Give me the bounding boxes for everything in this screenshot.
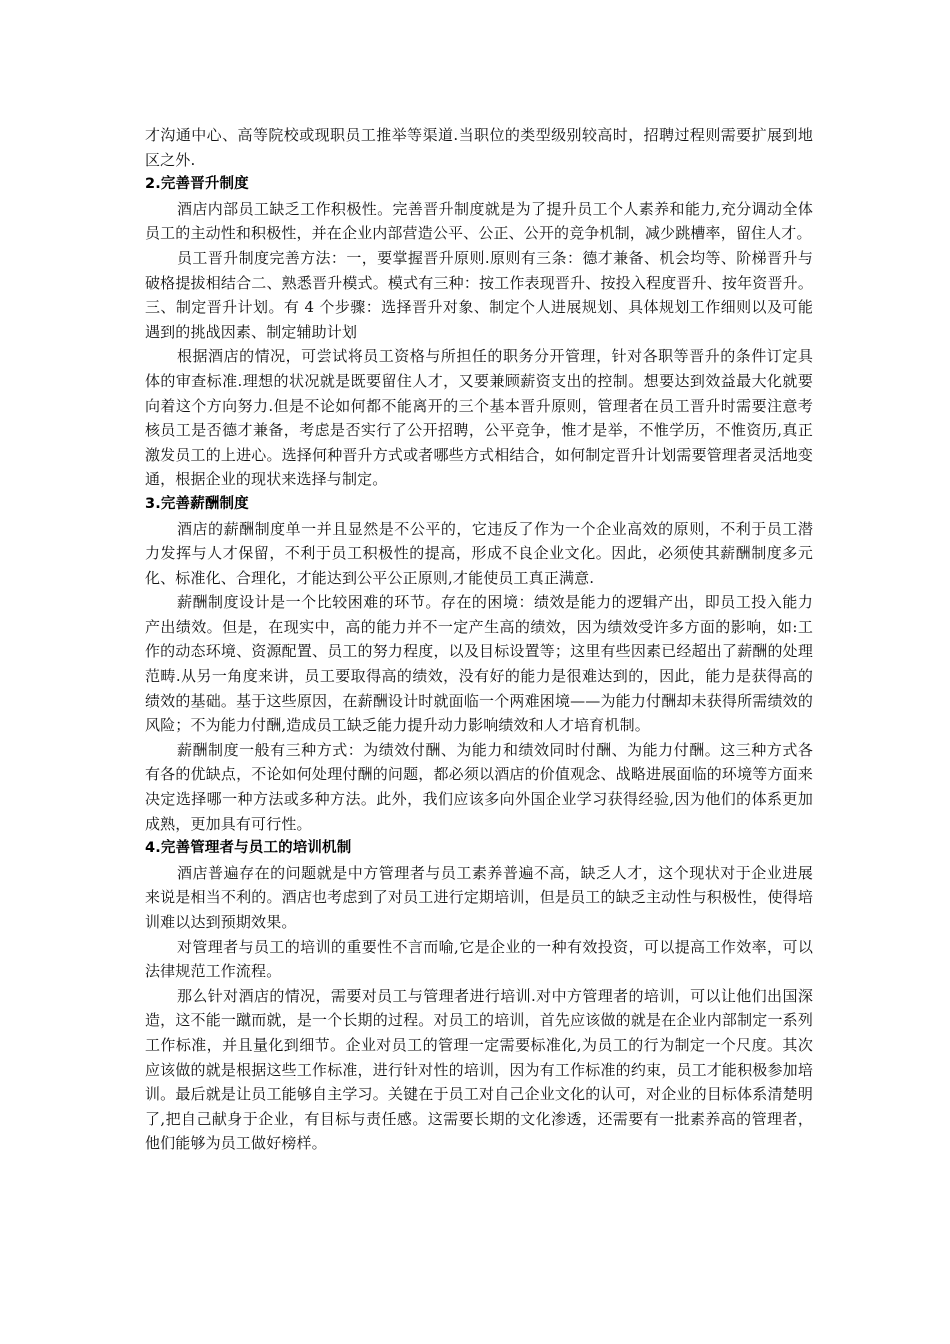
paragraph: 对管理者与员工的培训的重要性不言而喻,它是企业的一种有效投资，可以提高工作效率，可以法律规范工作流程。 bbox=[145, 937, 813, 981]
paragraph: 那么针对酒店的情况，需要对员工与管理者进行培训.对中方管理者的培训，可以让他们出国深造，这不能一蹴而就，是一个长期的过程。对员工的培训，首先应该做的就是在企业内部制定一系列工作标准，并且量化到细节。企业对员工的管理一定需要标准化,为员工的行为制定一个尺度。其次应该做的就是根据这些工作标准，进行针对性的培训，因为有工作标准的约束，员工才能积极参加培训。最后就是让员工能够自主学习。关键在于员工对自己企业文化的认可，对企业的目标体系清楚明了,把自己献身于企业，有目标与责任感。这需要长期的文化渗透，还需要有一批素养高的管理者，他们能够为员工做好榜样。 bbox=[145, 986, 813, 1153]
section-heading-compensation: 3.完善薪酬制度 bbox=[145, 495, 249, 512]
paragraph: 根据酒店的情况，可尝试将员工资格与所担任的职务分开管理，针对各职等晋升的条件订定具体的审查标准.理想的状况就是既要留住人才，又要兼顾薪资支出的控制。想要达到效益最大化就要向着这个方向努力.但是不论如何都不能离开的三个基本晋升原则，管理者在员工晋升时需要注意考核员工是否德才兼备，考虑是否实行了公开招聘，公平竞争，惟才是举，不惟学历，不惟资历,真正激发员工的上进心。选择何种晋升方式或者哪些方式相结合，如何制定晋升计划需要管理者灵活地变通，根据企业的现状来选择与制定。 bbox=[145, 347, 813, 489]
paragraph: 酒店普遍存在的问题就是中方管理者与员工素养普遍不高，缺乏人才，这个现状对于企业进展来说是相当不利的。酒店也考虑到了对员工进行定期培训，但是员工的缺乏主动性与积极性，使得培训难以达到预期效果。 bbox=[145, 863, 813, 931]
paragraph: 酒店内部员工缺乏工作积极性。完善晋升制度就是为了提升员工个人素养和能力,充分调动全体员工的主动性和积极性，并在企业内部营造公平、公正、公开的竞争机制，减少跳槽率，留住人才。 bbox=[145, 199, 813, 243]
document-body bbox=[145, 123, 813, 1156]
paragraph: 员工晋升制度完善方法：一，要掌握晋升原则.原则有三条：德才兼备、机会均等、阶梯晋升与破格提拔相结合二、熟悉晋升模式。模式有三种：按工作表现晋升、按投入程度晋升、按年资晋升。三、制定晋升计划。有 4 个步骤：选择晋升对象、制定个人进展规划、具体规划工作细则以及可能遇到的挑战因素、制定辅助计划 bbox=[145, 248, 813, 341]
section-heading-promotion: 2.完善晋升制度 bbox=[145, 176, 249, 193]
paragraph: 酒店的薪酬制度单一并且显然是不公平的，它违反了作为一个企业高效的原则，不利于员工潜力发挥与人才保留，不利于员工积极性的提高，形成不良企业文化。因此，必须使其薪酬制度多元化、标准化、合理化，才能达到公平公正原则,才能使员工真正满意. bbox=[145, 519, 813, 587]
intro-paragraph: 才沟通中心、高等院校或现职员工推举等渠道.当职位的类型级别较高时，招聘过程则需要扩展到地区之外. bbox=[145, 126, 813, 169]
section-heading-training: 4.完善管理者与员工的培训机制 bbox=[145, 840, 352, 857]
paragraph: 薪酬制度一般有三种方式：为绩效付酬、为能力和绩效同时付酬、为能力付酬。这三种方式各有各的优缺点，不论如何处理付酬的问题，都必须以酒店的价值观念、战略进展面临的环境等方面来决定选择哪一种方法或多种方法。此外，我们应该多向外国企业学习获得经验,因为他们的体系更加成熟，更加具有可行性。 bbox=[145, 740, 813, 833]
paragraph: 薪酬制度设计是一个比较困难的环节。存在的困境：绩效是能力的逻辑产出，即员工投入能力产出绩效。但是，在现实中，高的能力并不一定产生高的绩效，因为绩效受许多方面的影响，如:工作的动态环境、资源配置、员工的努力程度，以及目标设置等；这里有些因素已经超出了薪酬的处理范畴.从另一角度来讲，员工要取得高的绩效，没有好的能力是很难达到的，因此，能力是获得高的绩效的基础。基于这些原因，在薪酬设计时就面临一个两难困境——为能力付酬却未获得所需绩效的风险；不为能力付酬,造成员工缺乏能力提升动力影响绩效和人才培育机制。 bbox=[145, 593, 813, 735]
